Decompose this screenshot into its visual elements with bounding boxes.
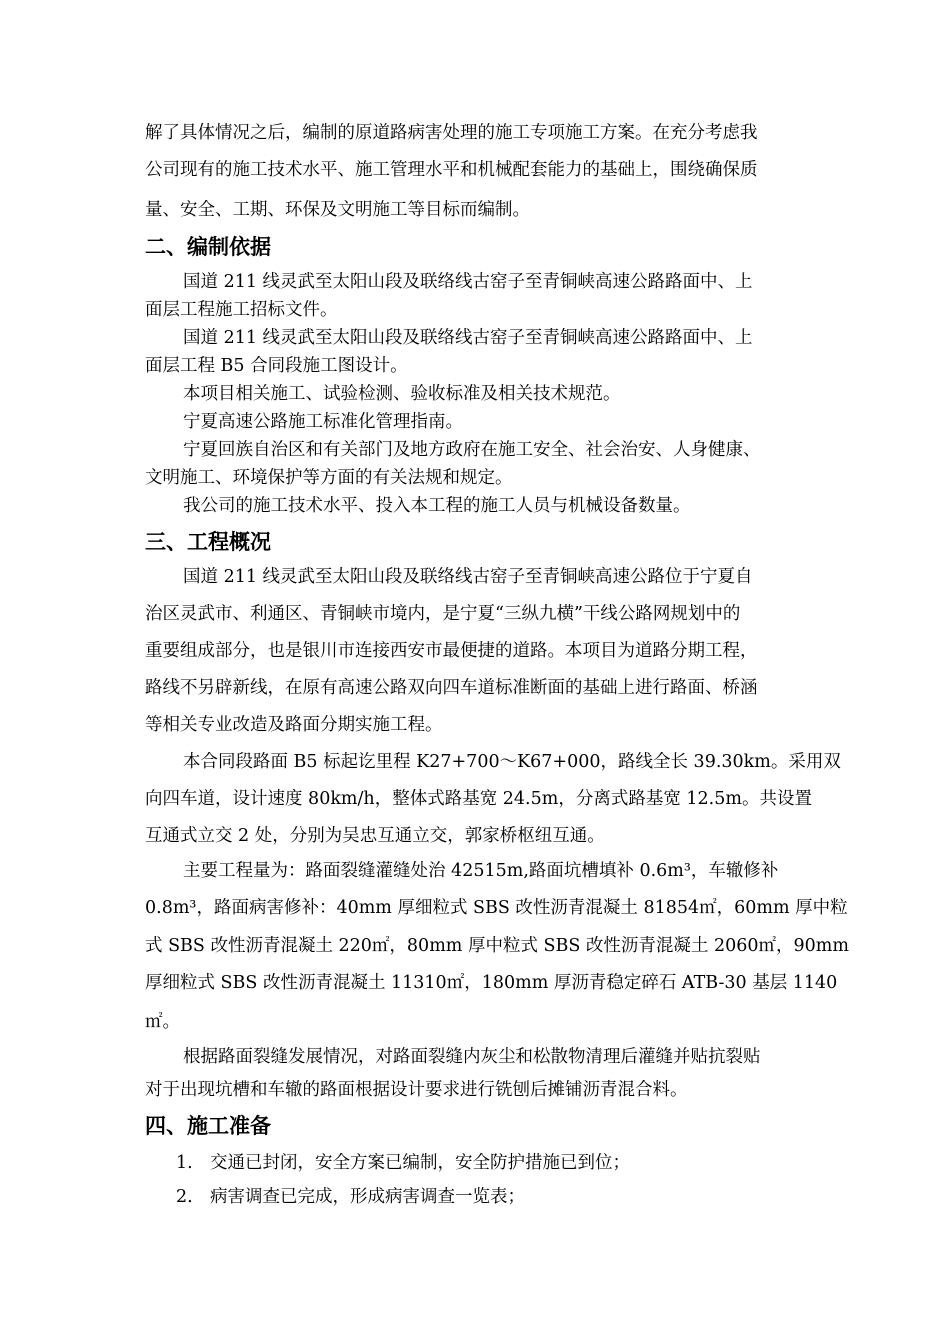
text-line: 国道 211 线灵武至太阳山段及联络线古窑子至青铜峡高速公路路面中、上 [183, 328, 753, 348]
list-item-number: 2. [176, 1187, 193, 1207]
text-line: 路线不另辟新线，在原有高速公路双向四车道标准断面的基础上进行路面、桥涵 [145, 678, 758, 698]
list-item-text: 交通已封闭，安全方案已编制，安全防护措施已到位； [210, 1153, 630, 1173]
section-heading-basis: 二、编制依据 [145, 235, 271, 259]
text-line: 主要工程量为：路面裂缝灌缝处治 42515m,路面坑槽填补 0.6m³，车辙修补 [183, 861, 779, 881]
list-item-text: 病害调查已完成，形成病害调查一览表； [210, 1187, 525, 1207]
text-line: 解了具体情况之后，编制的原道路病害处理的施工专项施工方案。在充分考虑我 [145, 123, 758, 143]
text-line: 重要组成部分，也是银川市连接西安市最便捷的道路。本项目为道路分期工程， [145, 641, 758, 661]
text-line: 式 SBS 改性沥青混凝土 220㎡，80mm 厚中粒式 SBS 改性沥青混凝土 2060㎡，90mm [145, 936, 849, 956]
section-heading-overview: 三、工程概况 [145, 530, 271, 554]
text-line: 根据路面裂缝发展情况，对路面裂缝内灰尘和松散物清理后灌缝并贴抗裂贴 [183, 1047, 761, 1067]
text-line: ㎡。 [145, 1012, 180, 1032]
text-line: 国道 211 线灵武至太阳山段及联络线古窑子至青铜峡高速公路路面中、上 [183, 272, 753, 292]
text-line: 治区灵武市、利通区、青铜峡市境内，是宁夏“三纵九横”干线公路网规划中的 [145, 604, 741, 624]
text-line: 对于出现坑槽和车辙的路面根据设计要求进行铣刨后摊铺沥青混合料。 [145, 1080, 688, 1100]
text-line: 公司现有的施工技术水平、施工管理水平和机械配套能力的基础上，围绕确保质 [145, 160, 758, 180]
list-item-number: 1. [176, 1153, 193, 1173]
list-item [176, 1185, 525, 1209]
text-line: 文明施工、环境保护等方面的有关法规和规定。 [145, 468, 513, 488]
text-line: 向四车道，设计速度 80km/h，整体式路基宽 24.5m，分离式路基宽 12.5m。共设置 [145, 789, 812, 809]
text-line: 0.8m³，路面病害修补：40mm 厚细粒式 SBS 改性沥青混凝土 81854㎡，60mm 厚中粒 [145, 898, 848, 918]
text-line: 厚细粒式 SBS 改性沥青混凝土 11310㎡，180mm 厚沥青稳定碎石 ATB-30 基层 1140 [145, 973, 838, 993]
text-line: 等相关专业改造及路面分期实施工程。 [145, 715, 443, 735]
text-line: 本合同段路面 B5 标起讫里程 K27+700～K67+000，路线全长 39.30km。采用双 [183, 752, 841, 772]
section-heading-preparation: 四、施工准备 [145, 1114, 271, 1138]
text-line: 面层工程 B5 合同段施工图设计。 [145, 356, 408, 376]
text-line: 量、安全、工期、环保及文明施工等目标而编制。 [145, 200, 530, 220]
text-line: 宁夏回族自治区和有关部门及地方政府在施工安全、社会治安、人身健康、 [183, 440, 761, 460]
text-line: 国道 211 线灵武至太阳山段及联络线古窑子至青铜峡高速公路位于宁夏自 [183, 567, 753, 587]
list-item [176, 1151, 630, 1175]
text-line: 宁夏高速公路施工标准化管理指南。 [183, 412, 463, 432]
text-line: 互通式立交 2 处，分别为吴忠互通立交，郭家桥枢纽互通。 [145, 826, 605, 846]
text-line: 我公司的施工技术水平、投入本工程的施工人员与机械设备数量。 [183, 496, 691, 516]
text-line: 面层工程施工招标文件。 [145, 300, 338, 320]
text-line: 本项目相关施工、试验检测、验收标准及相关技术规范。 [183, 384, 621, 404]
